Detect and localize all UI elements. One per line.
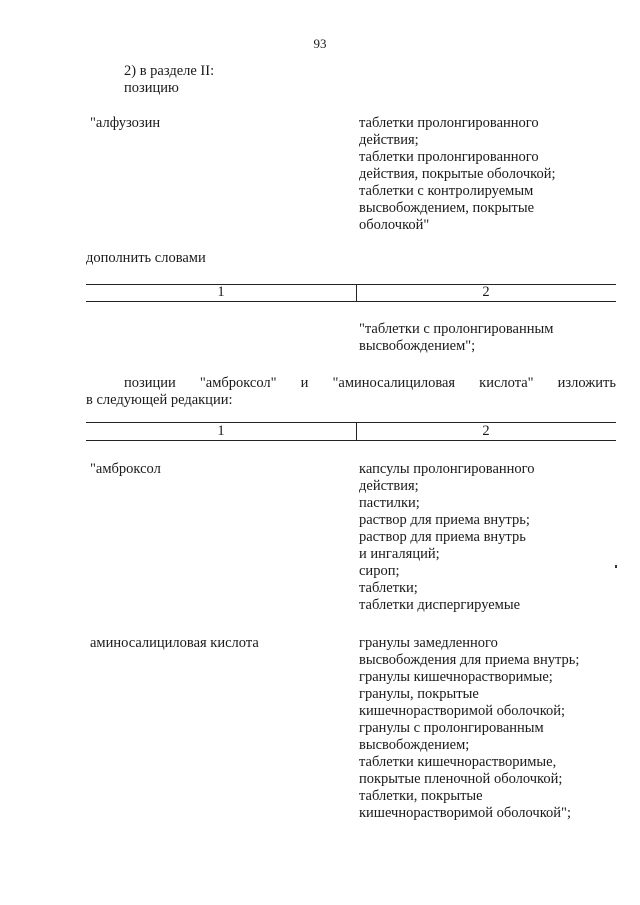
aminosalicylic-form-line: гранулы с пролонгированным	[359, 720, 544, 736]
ambroxol-form-line: раствор для приема внутрь	[359, 529, 526, 545]
aminosalicylic-form-line: таблетки, покрытые	[359, 788, 483, 804]
ambroxol-form-line: таблетки диспергируемые	[359, 597, 521, 613]
alfuzosin-forms	[359, 115, 556, 234]
ambroxol-forms	[359, 461, 535, 614]
ambroxol-form-line: таблетки;	[359, 580, 418, 596]
ambroxol-form-line: действия;	[359, 478, 419, 494]
aminosalicylic-form-line: гранулы кишечнорастворимые;	[359, 669, 553, 685]
aminosalicylic-form-line: высвобождением;	[359, 737, 470, 753]
alfuzosin-name: "алфузозин	[90, 115, 161, 131]
aminosalicylic-form-line: кишечнорастворимой оболочкой";	[359, 805, 571, 821]
added-words-line: "таблетки с пролонгированным	[359, 321, 554, 337]
ambroxol-form-line: раствор для приема внутрь;	[359, 512, 530, 528]
aminosalicylic-name: аминосалициловая кислота	[90, 635, 259, 651]
page-number: 93	[313, 36, 327, 51]
aminosalicylic-forms	[359, 635, 579, 822]
replace-word: кислота"	[479, 375, 534, 391]
alfuzosin-form-line: таблетки пролонгированного	[359, 149, 539, 165]
table-header-col2: 2	[482, 423, 490, 439]
replace-instruction-line1	[86, 375, 616, 392]
ambroxol-form-line: пастилки;	[359, 495, 420, 511]
table-header-col1: 1	[217, 423, 225, 439]
ambroxol-form-line: капсулы пролонгированного	[359, 461, 535, 477]
added-words	[359, 321, 553, 355]
replace-word: и	[300, 375, 309, 391]
section-intro-line2: позицию	[124, 80, 179, 96]
replace-word: позиции	[124, 375, 176, 391]
aminosalicylic-form-line: высвобождения для приема внутрь;	[359, 652, 580, 668]
table-header-col2: 2	[482, 284, 490, 300]
alfuzosin-form-line: оболочкой"	[359, 217, 430, 233]
aminosalicylic-form-line: таблетки кишечнорастворимые,	[359, 754, 557, 770]
supplement-text: дополнить словами	[86, 250, 206, 266]
ambroxol-name: "амброксол	[90, 461, 161, 477]
alfuzosin-form-line: высвобождением, покрытые	[359, 200, 535, 216]
replace-instruction-line2: в следующей редакции:	[86, 392, 233, 408]
alfuzosin-form-line: таблетки с контролируемым	[359, 183, 534, 199]
alfuzosin-form-line: действия;	[359, 132, 419, 148]
ambroxol-form-line: и ингаляций;	[359, 546, 440, 562]
replace-word: "амброксол"	[199, 375, 277, 391]
aminosalicylic-form-line: кишечнорастворимой оболочкой;	[359, 703, 566, 719]
ambroxol-form-line: сироп;	[359, 563, 400, 579]
table-rule-bottom	[86, 440, 616, 441]
aminosalicylic-form-line: гранулы замедленного	[359, 635, 498, 651]
section-intro-line1: 2) в разделе II:	[124, 63, 215, 79]
scan-mark	[615, 565, 617, 568]
alfuzosin-form-line: таблетки пролонгированного	[359, 115, 539, 131]
replace-word: "аминосалициловая	[332, 375, 456, 391]
table-header-col1: 1	[217, 284, 225, 300]
aminosalicylic-form-line: покрытые пленочной оболочкой;	[359, 771, 563, 787]
added-words-line: высвобождением";	[359, 338, 476, 354]
table-rule-bottom	[86, 301, 616, 302]
aminosalicylic-form-line: гранулы, покрытые	[359, 686, 479, 702]
alfuzosin-form-line: действия, покрытые оболочкой;	[359, 166, 556, 182]
replace-word: изложить	[557, 375, 616, 391]
